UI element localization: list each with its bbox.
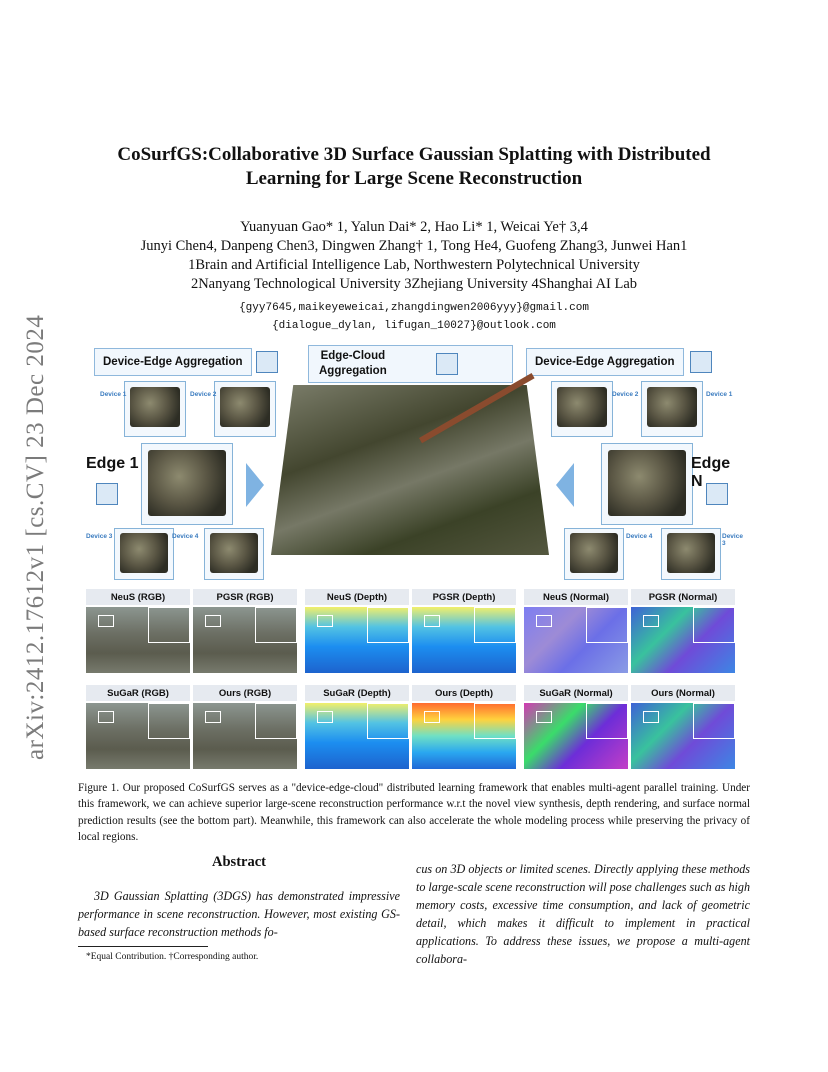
device-scene-image [667, 533, 715, 573]
grid-label: SuGaR (RGB) [86, 685, 190, 701]
left-aggregation-text: Device-Edge Aggregation [103, 356, 243, 368]
device-scene-image [220, 387, 270, 427]
grid-label: Ours (RGB) [193, 685, 297, 701]
cube-icon [690, 351, 712, 373]
ours-normal-image [631, 703, 735, 769]
footnote-rule [78, 946, 208, 947]
affiliation-line-2: 2Nanyang Technological University 3Zhejiang University 4Shanghai AI Lab [190, 276, 638, 292]
grid-label: NeuS (RGB) [86, 589, 190, 605]
grid-label: Ours (Normal) [631, 685, 735, 701]
pgsr-depth-image [412, 607, 516, 673]
teaser-figure [86, 343, 746, 768]
title-line-2: Learning for Large Scene Reconstruction [245, 168, 583, 189]
grid-label: NeuS (Normal) [524, 589, 628, 605]
sugar-depth-image [305, 703, 409, 769]
device-label: Device 2 [612, 391, 639, 398]
device-scene-image [130, 387, 180, 427]
device-scene-image [210, 533, 258, 573]
grid-label: NeuS (Depth) [305, 589, 409, 605]
device-scene-image [120, 533, 168, 573]
device-label: Device 3 [86, 533, 113, 540]
edge-n-scene-image [608, 450, 686, 516]
pgsr-rgb-image [193, 607, 297, 673]
figure-caption: Figure 1. Our proposed CoSurfGS serves as a "device-edge-cloud" distributed learning framework that enables multi-agent parallel training. Under this framework, we can achieve superior large-scene reconstruction performance w.r.t the novel view synthesis, depth rendering, and surface normal prediction results (see the bottom part). Meanwhile, this framework can also accelerate the whole modeling process while preserving the privacy of local regions. [78, 782, 750, 843]
footnote: *Equal Contribution. †Corresponding author. [86, 952, 259, 962]
sugar-normal-image [524, 703, 628, 769]
email-line-1: {gyy7645,maikeyeweicai,zhangdingwen2006yyy}@gmail.com [239, 302, 589, 314]
neus-rgb-image [86, 607, 190, 673]
device-label: Device 2 [190, 391, 217, 398]
edge-cube-icon [706, 483, 728, 505]
affiliation-line-1: 1Brain and Artificial Intelligence Lab, Northwestern Polytechnical University [188, 257, 640, 273]
authors-line-2: Junyi Chen4, Danpeng Chen3, Dingwen Zhang† 1, Tong He4, Guofeng Zhang3, Junwei Han1 [140, 238, 688, 254]
device-label: Device 3 [722, 533, 743, 547]
device-label: Device 1 [706, 391, 733, 398]
neus-normal-image [524, 607, 628, 673]
edge-1-scene-image [148, 450, 226, 516]
device-scene-image [570, 533, 618, 573]
grid-label: PGSR (Depth) [412, 589, 516, 605]
left-arrow-icon [556, 463, 574, 507]
edge-cube-icon [96, 483, 118, 505]
right-aggregation-text: Device-Edge Aggregation [535, 356, 675, 368]
center-aggregation-label [308, 345, 513, 383]
abstract-text-left: 3D Gaussian Splatting (3DGS) has demonstrated impressive performance in scene reconstruction. However, most existing GS-based surface reconstruction methods fo- [78, 889, 400, 939]
cube-icon [256, 351, 278, 373]
device-scene-image [647, 387, 697, 427]
paper-title [60, 143, 768, 191]
sugar-rgb-image [86, 703, 190, 769]
email-line-2: {dialogue_dylan, lifugan_10027}@outlook.com [272, 320, 556, 332]
device-label: Device 1 [100, 391, 127, 398]
grid-label: Ours (Depth) [412, 685, 516, 701]
device-label: Device 4 [172, 533, 199, 540]
edge-n-label: Edge N [691, 455, 731, 490]
center-aggregation-line-1: Edge-Cloud [320, 350, 386, 362]
center-aggregation-line-2: Aggregation [319, 365, 387, 377]
large-scene-terrain-image [271, 385, 549, 555]
right-aggregation-label [526, 348, 684, 376]
device-label: Device 4 [626, 533, 653, 540]
device-scene-image [557, 387, 607, 427]
left-aggregation-label [94, 348, 252, 376]
cloud-cube-icon [436, 353, 458, 375]
right-arrow-icon [246, 463, 264, 507]
grid-label: PGSR (Normal) [631, 589, 735, 605]
abstract-heading: Abstract [212, 854, 266, 870]
author-block [60, 218, 768, 294]
edge-1-label: Edge 1 [86, 455, 139, 472]
arxiv-stamp: arXiv:2412.17612v1 [cs.CV] 23 Dec 2024 [22, 314, 49, 760]
email-block [60, 299, 768, 335]
ours-depth-image [412, 703, 516, 769]
authors-line-1: Yuanyuan Gao* 1, Yalun Dai* 2, Hao Li* 1, Weicai Ye† 3,4 [240, 219, 588, 235]
grid-label: PGSR (RGB) [193, 589, 297, 605]
grid-label: SuGaR (Depth) [305, 685, 409, 701]
pgsr-normal-image [631, 607, 735, 673]
ours-rgb-image [193, 703, 297, 769]
neus-depth-image [305, 607, 409, 673]
title-line-1: CoSurfGS:Collaborative 3D Surface Gaussian Splatting with Distributed [117, 144, 711, 165]
abstract-text-right: cus on 3D objects or limited scenes. Directly applying these methods to large-scale scene reconstruction will pose challenges such as high memory costs, excessive time consumption, and lack of geometric detail, which makes it difficult to implement in practical applications. To address these issues, we propose a multi-agent collabora- [416, 862, 750, 966]
grid-label: SuGaR (Normal) [524, 685, 628, 701]
